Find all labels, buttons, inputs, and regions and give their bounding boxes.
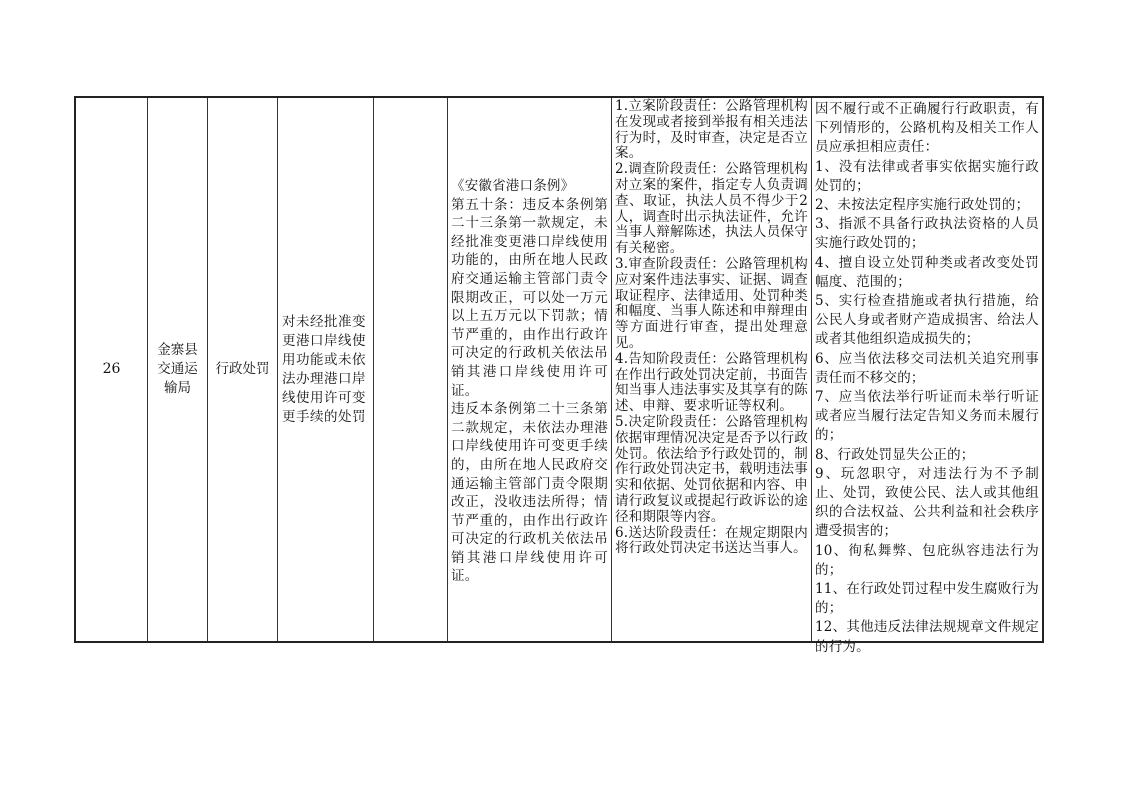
responsibility-cell <box>612 98 812 641</box>
category-cell <box>208 98 278 641</box>
power-item-name: 对未经批准变更港口岸线使用功能或未依法办理港口岸线使用许可变更手续的处罚 <box>282 313 366 425</box>
sub-item-cell <box>374 98 448 641</box>
legal-basis-text: 《安徽省港口条例》 第五十条：违反本条例第二十三条第一款规定，未经批准变更港口岸线使用功能的，由所在地人民政府交通运输主管部门责令限期改正，可以处一万元以上五万元以下罚款；情节严重的，由作出行政许可决定的行政机关依法吊销其港口岸线使用许可证。 违反本条例第二十三条第二款规定，未依法办理港口岸线使用许可变更手续的，由所在地人民政府交通运输主管部门责令限期改正，没收违法所得；情节严重的，由作出行政许可决定的行政机关依法吊销其港口岸线使用许可证。 <box>451 178 608 585</box>
department-cell <box>148 98 208 641</box>
row-number: 26 <box>102 361 121 377</box>
row-number-cell <box>76 98 148 641</box>
responsibility-text: 1.立案阶段责任：公路管理机构在发现或者接到举报有相关违法行为时，及时审查，决定是否立案。 2.调查阶段责任：公路管理机构对立案的案件，指定专人负责调查、取证，执法人员不得少于2人，调查时出示执法证件，允许当事人辩解陈述，执法人员保守有关秘密。 3.审查阶段责任：公路管理机构应对案件违法事实、证据、调查取证程序、法律适用、处罚种类和幅度、当事人陈述和申辩理由等方面进行审查，提出处理意见。 4.告知阶段责任：公路管理机构在作出行政处罚决定前，书面告知当事人违法事实及其享有的陈述、申辩、要求听证等权利。 5.决定阶段责任：公路管理机构依据审理情况决定是否予以行政处罚。依法给予行政处罚的，制作行政处罚决定书，载明违法事实和依据、处罚依据和内容、申请行政复议或提起行政诉讼的途径和期限等内容。 6.送达阶段责任：在规定期限内将行政处罚决定书送达当事人。 <box>615 98 808 557</box>
liability-text: 因不履行或不正确履行行政职责，有下列情形的，公路机构及相关工作人员应承担相应责任： 1、没有法律或者事实依据实施行政处罚的； 2、未按法定程序实施行政处罚的； 3、指派不具备行政执法资格的人员实施行政处罚的； 4、擅自设立处罚种类或者改变处罚幅度、范围的； 5、实行检查措施或者执行措施，给公民人身或者财产造成损害、给法人或者其他组织造成损失的； 6、应当依法移交司法机关追究刑事责任而不移交的； 7、应当依法举行听证而未举行听证或者应当履行法定告知义务而未履行的； 8、行政处罚显失公正的； 9、玩忽职守，对违法行为不予制止、处罚，致使公民、法人或其他组织的合法权益、公共利益和社会秩序遭受损害的； 10、徇私舞弊、包庇纵容违法行为的； 11、在行政处罚过程中发生腐败行为的； 12、其他违反法律法规规章文件规定的行为。 <box>815 101 1039 655</box>
item-name-cell <box>278 98 374 641</box>
power-category: 行政处罚 <box>215 361 270 377</box>
liability-cell <box>812 98 1042 655</box>
department-name: 金寨县 交通运 输局 <box>157 342 198 396</box>
legal-basis-cell <box>448 98 612 641</box>
power-list-table <box>74 96 1044 655</box>
